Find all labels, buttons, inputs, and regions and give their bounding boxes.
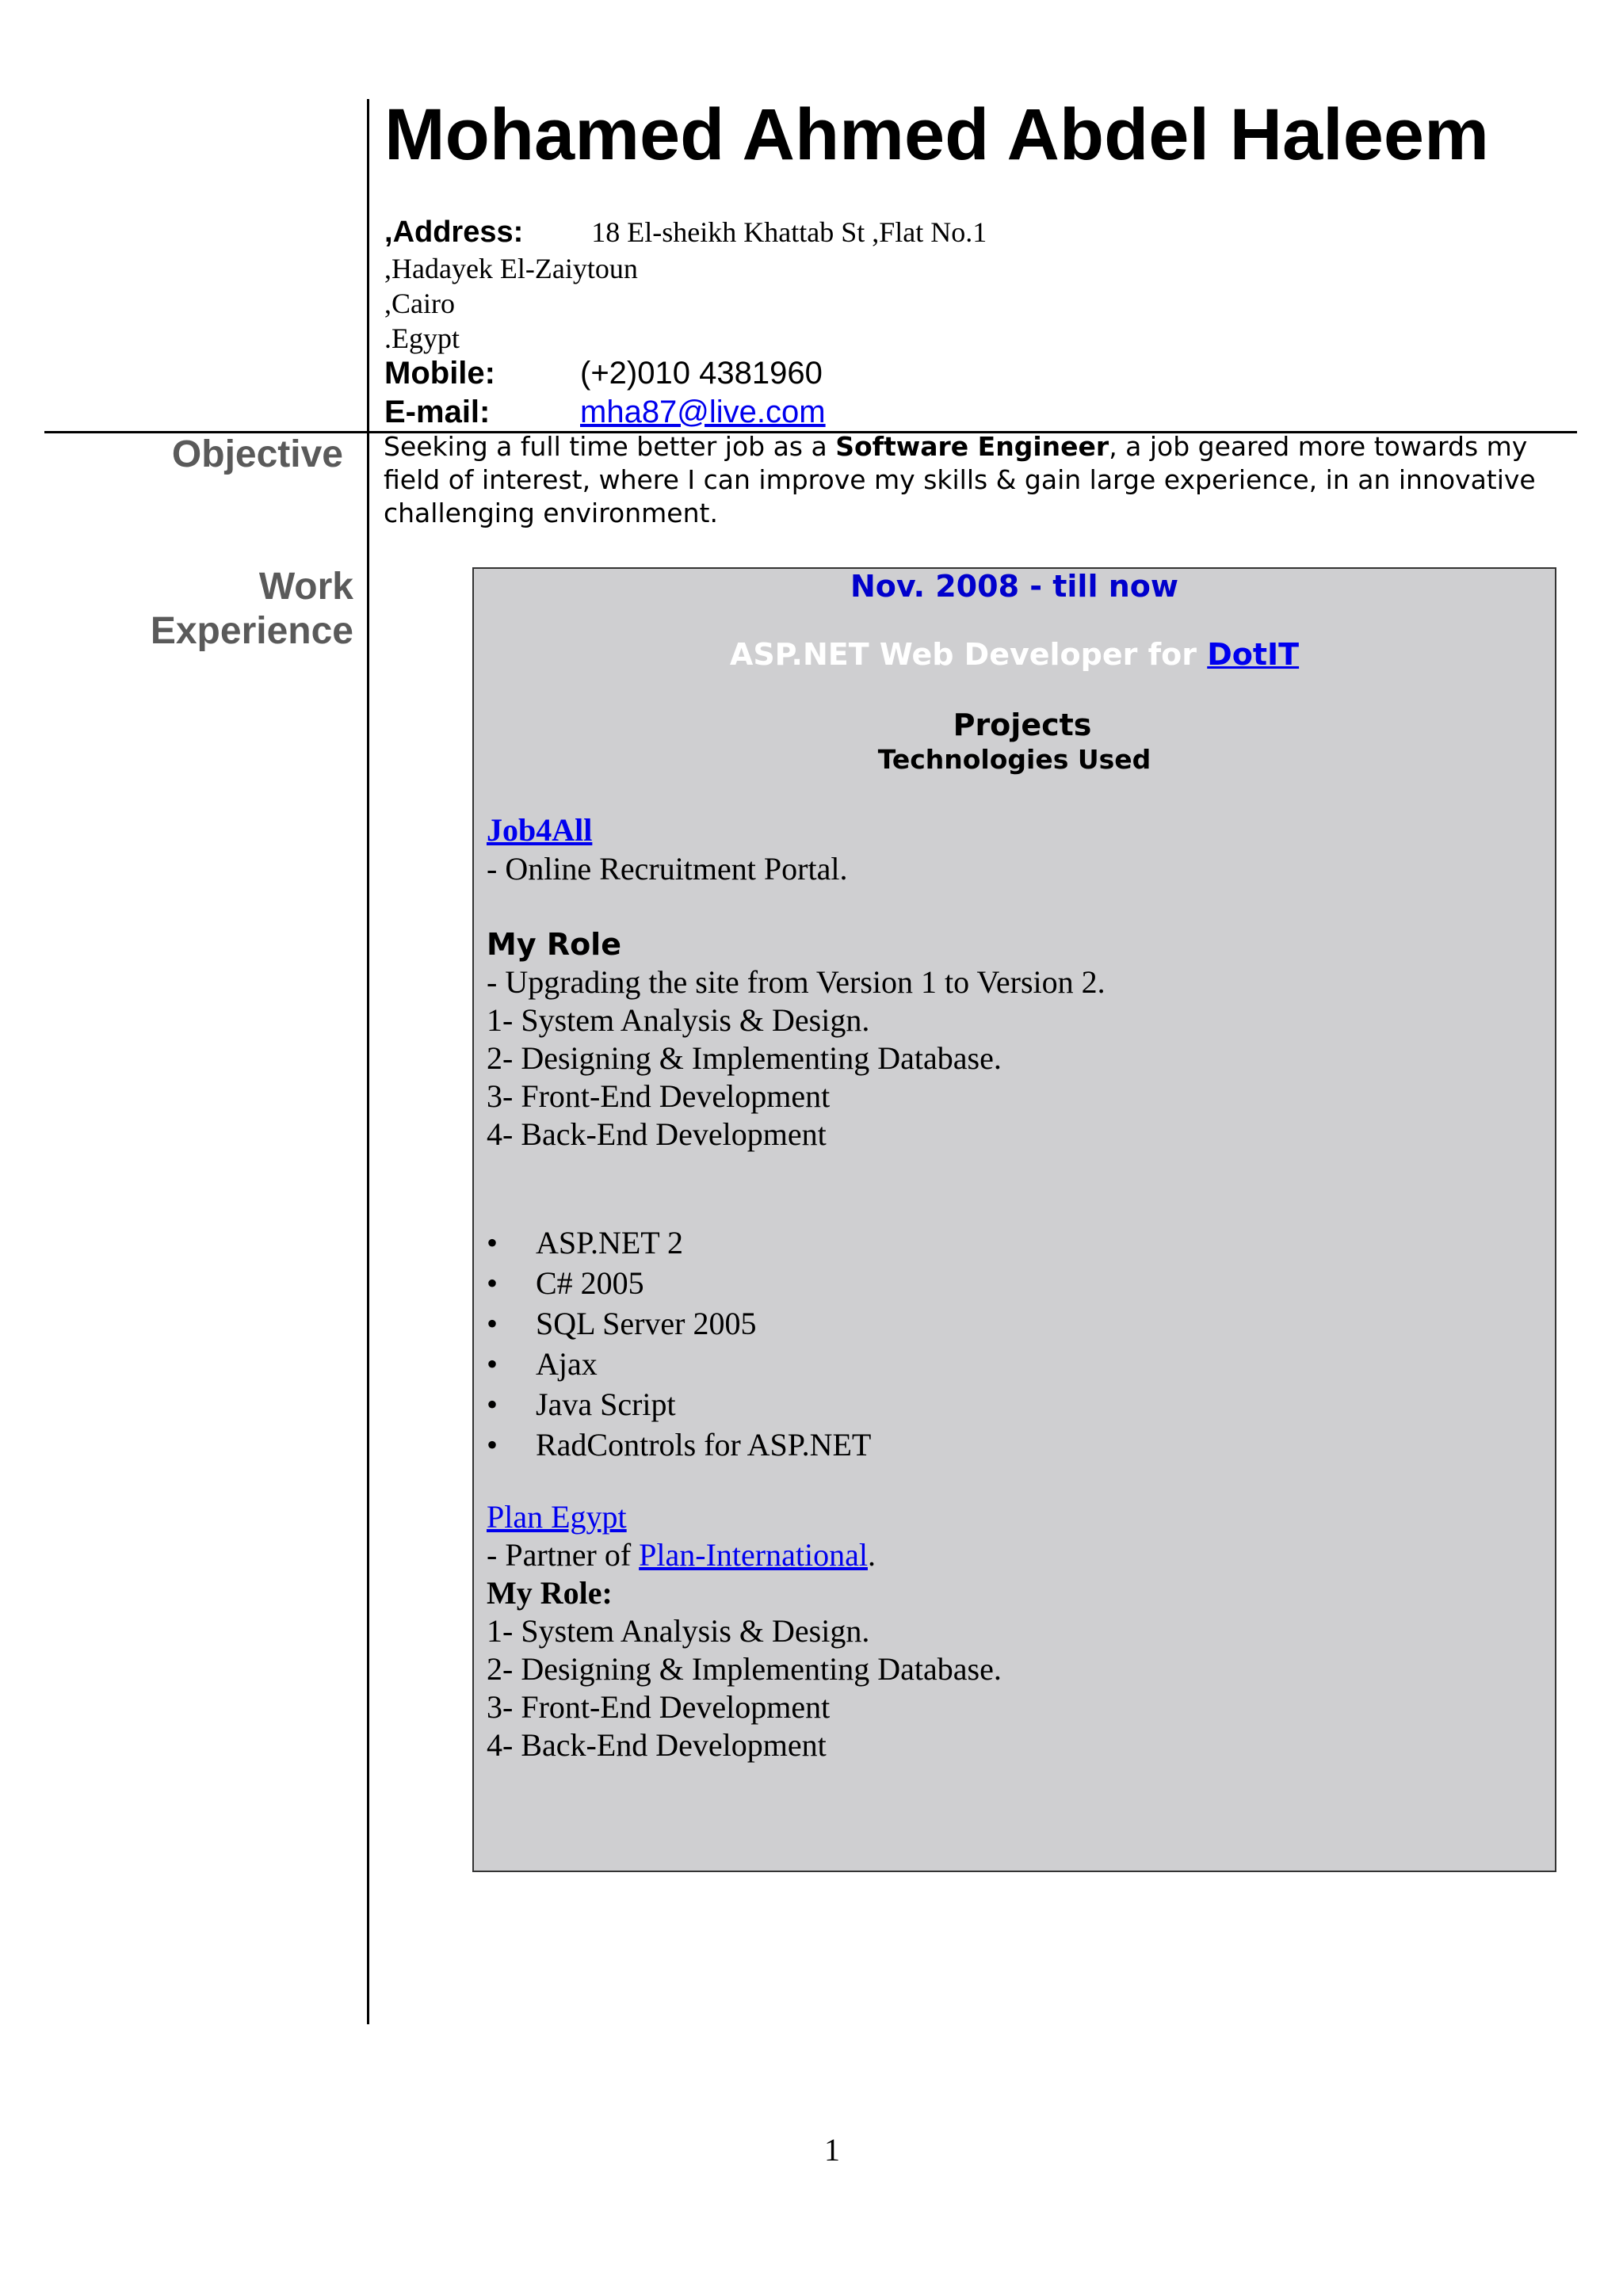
address-line-2: ,Hadayek El-Zaiytoun xyxy=(384,253,638,284)
project-plan-egypt-role-label: My Role: xyxy=(487,1575,613,1611)
technology-label: C# 2005 xyxy=(536,1265,644,1301)
technology-label: SQL Server 2005 xyxy=(536,1306,757,1341)
candidate-name: Mohamed Ahmed Abdel Haleem xyxy=(384,94,1489,175)
bullet-icon: • xyxy=(487,1427,498,1463)
bullet-icon: • xyxy=(487,1225,498,1261)
address-label: Address: xyxy=(392,215,524,249)
work-period: Nov. 2008 - till now xyxy=(850,569,1178,604)
role-line: 3- Front-End Development xyxy=(487,1689,831,1725)
vertical-divider xyxy=(367,99,369,2024)
projects-heading: Projects xyxy=(953,707,1092,742)
objective-label: Objective xyxy=(171,433,343,475)
work-experience-label xyxy=(44,565,353,654)
address-line-1 xyxy=(384,215,987,250)
work-label-line1: Work xyxy=(258,566,353,608)
address-line-4: .Egypt xyxy=(384,322,460,354)
technology-label: Ajax xyxy=(536,1346,598,1382)
objective-highlight: Software Engineer xyxy=(835,431,1109,462)
email-link[interactable]: mha87@live.com xyxy=(580,395,826,429)
partner-prefix: - Partner of xyxy=(487,1537,640,1573)
bullet-icon: • xyxy=(487,1306,498,1341)
role-line: 2- Designing & Implementing Database. xyxy=(487,1040,1002,1076)
bullet-icon: • xyxy=(487,1346,498,1382)
project-job4all-role-label: My Role xyxy=(487,927,621,962)
page-number: 1 xyxy=(824,2132,840,2168)
role-line: - Upgrading the site from Version 1 to Version 2. xyxy=(487,964,1106,1000)
technology-label: Java Script xyxy=(536,1386,676,1422)
mobile-label: Mobile: xyxy=(384,356,495,391)
role-line: 1- System Analysis & Design. xyxy=(487,1002,870,1038)
company-link[interactable]: DotIT xyxy=(1207,637,1300,672)
role-line: 2- Designing & Implementing Database. xyxy=(487,1651,1002,1687)
address-prefix: , xyxy=(384,215,393,249)
technology-item xyxy=(487,1345,598,1383)
technology-item xyxy=(487,1224,683,1261)
project-plan-egypt-description xyxy=(487,1536,876,1574)
role-line: 3- Front-End Development xyxy=(487,1078,831,1114)
mobile-value: (+2)010 4381960 xyxy=(580,356,823,391)
email-label: E-mail: xyxy=(384,395,491,429)
address-street: 18 El-sheikh Khattab St ,Flat No.1 xyxy=(591,216,987,248)
technology-label: ASP.NET 2 xyxy=(536,1225,683,1261)
objective-text xyxy=(384,430,1556,530)
project-plan-egypt-link[interactable]: Plan Egypt xyxy=(487,1499,627,1535)
role-line: 4- Back-End Development xyxy=(487,1116,827,1152)
work-label-line2: Experience xyxy=(150,610,353,652)
job-title-text: ASP.NET Web Developer for xyxy=(729,637,1208,672)
technology-label: RadControls for ASP.NET xyxy=(536,1427,872,1463)
technology-item xyxy=(487,1426,871,1463)
technology-item xyxy=(487,1264,644,1302)
technology-item xyxy=(487,1386,676,1423)
project-job4all-description: - Online Recruitment Portal. xyxy=(487,851,848,887)
project-job4all-link[interactable]: Job4All xyxy=(487,812,593,848)
role-line: 1- System Analysis & Design. xyxy=(487,1613,870,1649)
technology-item xyxy=(487,1305,756,1342)
technologies-heading: Technologies Used xyxy=(877,744,1151,775)
objective-text-end: , a job geared more towards my field of interest, where I can improve my skills & gain large experience, in an innovative challenging environment. xyxy=(384,431,1536,528)
objective-text-start: Seeking a full time better job as a xyxy=(384,431,836,462)
partner-suffix: . xyxy=(867,1537,876,1573)
job-title xyxy=(472,637,1556,672)
bullet-icon: • xyxy=(487,1386,498,1422)
role-line: 4- Back-End Development xyxy=(487,1727,827,1763)
address-line-3: ,Cairo xyxy=(384,288,455,319)
bullet-icon: • xyxy=(487,1265,498,1301)
plan-international-link[interactable]: Plan-International xyxy=(639,1537,868,1573)
